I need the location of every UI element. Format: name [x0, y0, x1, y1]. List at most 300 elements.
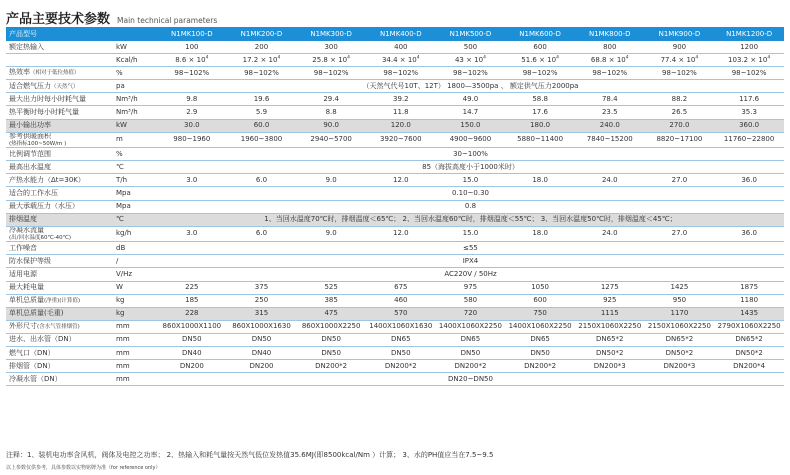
table-row	[6, 132, 784, 148]
row-unit: pa	[113, 80, 157, 93]
cell-value	[296, 41, 366, 54]
cell-value-text: 860X1000X1630	[232, 322, 291, 331]
cell-value	[505, 119, 575, 132]
cell-value	[296, 333, 366, 346]
cell-value-text: DN50	[530, 348, 550, 357]
cell-value-text: 1275	[600, 283, 619, 292]
cell-value-text: 6.0	[255, 229, 268, 238]
row-unit: ℃	[113, 213, 157, 226]
exponent: 4	[625, 55, 629, 61]
cell-value-text: 98~102%	[174, 68, 210, 77]
row-label	[6, 373, 113, 386]
cell-value	[227, 360, 297, 373]
row-label	[6, 161, 113, 174]
cell-value	[714, 226, 784, 242]
cell-value-text: 27.0	[671, 175, 688, 184]
row-label	[6, 174, 113, 187]
row-label-text: 冷凝水流量	[9, 226, 44, 234]
cell-value	[575, 294, 645, 307]
row-label-note: （天然气）	[51, 83, 79, 90]
cell-value	[436, 106, 506, 119]
cell-value-text: 98~102%	[453, 68, 488, 77]
cell-value-text: 34.4 × 10	[381, 55, 417, 64]
cell-value	[505, 294, 575, 307]
row-unit: kg	[113, 294, 157, 307]
table-row	[6, 281, 784, 294]
cell-value-text: 9.0	[325, 175, 337, 184]
cell-value-text: 11760~22800	[723, 135, 775, 144]
cell-value	[227, 307, 297, 320]
row-merged-value: 0.8	[157, 200, 784, 213]
cell-value-text: 12.0	[393, 175, 409, 184]
row-merged-value: 0.10~0.30	[157, 187, 784, 200]
cell-value-text: DN50	[321, 348, 341, 357]
cell-value-text: DN200*2	[315, 361, 348, 370]
cell-value-text: 24.0	[601, 175, 618, 184]
row-unit: mm	[113, 346, 157, 359]
cell-value-text: 26.5	[671, 108, 688, 117]
cell-value-text: 980~1960	[173, 135, 211, 144]
cell-value-text: 3920~7600	[380, 135, 422, 144]
cell-value-text: DN65*2	[596, 335, 624, 344]
cell-value-text: 51.6 × 10	[521, 55, 557, 64]
cell-value	[296, 93, 366, 106]
cell-value	[436, 294, 506, 307]
cell-value-text: 500	[463, 42, 478, 51]
cell-value	[714, 294, 784, 307]
cell-value	[227, 281, 297, 294]
cell-value	[645, 132, 715, 148]
cell-value	[505, 106, 575, 119]
cell-value-text: DN200*2	[454, 361, 487, 370]
cell-value	[296, 54, 366, 67]
table-row	[6, 54, 784, 67]
row-label-text: 适合的工作水压	[9, 188, 58, 197]
cell-value-text: 860X1000X1100	[162, 322, 222, 331]
table-row	[6, 67, 784, 80]
row-label-note: (出/回水温度60℃-40℃)	[9, 234, 71, 241]
cell-value-text: 2150X1060X2250	[647, 322, 711, 331]
cell-value	[505, 333, 575, 346]
cell-value	[296, 294, 366, 307]
cell-value-text: 5880~11400	[517, 135, 564, 144]
cell-value-text: 200	[254, 42, 269, 51]
cell-value	[575, 119, 645, 132]
row-label	[6, 346, 113, 359]
cell-value	[436, 54, 506, 67]
cell-value-text: 860X1000X2250	[301, 322, 361, 331]
cell-value	[505, 226, 575, 242]
cell-value	[157, 346, 227, 359]
cell-value-text: 1875	[740, 283, 759, 292]
row-label	[6, 360, 113, 373]
cell-value	[505, 307, 575, 320]
cell-value	[366, 333, 436, 346]
cell-value	[645, 106, 715, 119]
row-label-text: 最小输出功率	[9, 121, 51, 130]
cell-value	[157, 294, 227, 307]
cell-value-text: 600	[533, 42, 547, 51]
cell-value	[575, 333, 645, 346]
cell-value-text: 385	[324, 296, 338, 305]
cell-value-text: 88.2	[671, 94, 688, 103]
cell-value-text: 18.0	[532, 229, 548, 238]
cell-value-text: 228	[185, 309, 199, 318]
row-unit: %	[113, 67, 157, 80]
cell-value	[436, 360, 506, 373]
row-label-text: 单机总质量(毛重)	[9, 309, 64, 318]
cell-value-text: 98~102%	[662, 68, 697, 77]
cell-value	[645, 41, 715, 54]
cell-value	[436, 320, 506, 333]
row-label-text: 燃气口（DN）	[9, 348, 55, 357]
row-merged-value: IPX4	[157, 255, 784, 268]
cell-value-text: 360.0	[739, 121, 760, 130]
cell-value-text: 17.2 × 10	[242, 55, 278, 64]
cell-value-text: DN200*2	[524, 361, 557, 370]
row-label	[6, 226, 113, 242]
cell-value-text: 27.0	[671, 229, 688, 238]
cell-value-text: DN50*2	[596, 348, 624, 357]
cell-value	[714, 333, 784, 346]
cell-value	[645, 119, 715, 132]
row-label	[6, 242, 113, 255]
row-label-text: 最大出力时每小时耗气量	[9, 94, 86, 103]
cell-value	[366, 346, 436, 359]
exponent: 4	[416, 55, 420, 61]
cell-value	[714, 54, 784, 67]
row-label-note: (含水气管排烟管)	[37, 324, 80, 331]
cell-value-text: DN65	[530, 335, 550, 344]
cell-value	[575, 307, 645, 320]
row-unit: /	[113, 255, 157, 268]
cell-value	[157, 132, 227, 148]
row-unit: kg/h	[113, 226, 157, 242]
cell-value-text: 7840~15200	[586, 135, 633, 144]
cell-value	[157, 226, 227, 242]
cell-value-text: 925	[603, 296, 617, 305]
cell-value	[645, 54, 715, 67]
row-merged-value: AC220V / 50Hz	[157, 268, 784, 281]
cell-value-text: 78.4	[601, 94, 618, 103]
row-label	[6, 80, 113, 93]
cell-value-text: 1115	[600, 309, 619, 318]
row-label-text: 产热水能力（Δt=30K）	[9, 175, 85, 184]
page-title	[6, 8, 217, 26]
row-merged-value: ≤55	[157, 242, 784, 255]
bottom-note: 以上参数仅供参考，具体参数以实物铭牌为准（for reference only）	[6, 465, 161, 471]
cell-value-text: 240.0	[599, 121, 620, 130]
cell-value	[366, 360, 436, 373]
row-label-text: 排烟管（DN）	[9, 361, 55, 370]
table-row	[6, 200, 784, 213]
row-unit: m	[113, 132, 157, 148]
cell-value	[296, 320, 366, 333]
table-row	[6, 320, 784, 333]
cell-value	[575, 54, 645, 67]
cell-value-text: 15.0	[462, 229, 479, 238]
cell-value-text: 2940~5700	[310, 135, 352, 144]
cell-value-text: 225	[185, 283, 199, 292]
cell-value-text: DN200	[249, 361, 274, 370]
row-label	[6, 106, 113, 119]
cell-value-text: 90.0	[323, 121, 339, 130]
table-row	[6, 346, 784, 359]
cell-value	[227, 67, 297, 80]
cell-value	[296, 67, 366, 80]
cell-value	[436, 41, 506, 54]
cell-value-text: 8.8	[325, 108, 337, 117]
cell-value	[505, 41, 575, 54]
cell-value-text: 150.0	[460, 121, 481, 130]
exponent: 4	[556, 55, 559, 61]
exponent: 4	[767, 55, 771, 61]
model-header: N1MK200-D	[227, 27, 297, 41]
row-unit: mm	[113, 320, 157, 333]
cell-value	[296, 132, 366, 148]
cell-value	[436, 226, 506, 242]
cell-value	[505, 174, 575, 187]
cell-value	[645, 320, 715, 333]
title-cn: 产品主要技术参数	[6, 12, 111, 27]
model-header: N1MK300-D	[296, 27, 366, 41]
cell-value	[645, 294, 715, 307]
row-unit: mm	[113, 373, 157, 386]
cell-value	[227, 320, 297, 333]
table-row	[6, 268, 784, 281]
row-unit: Mpa	[113, 187, 157, 200]
cell-value	[645, 360, 715, 373]
table-row	[6, 333, 784, 346]
table-row	[6, 307, 784, 320]
row-unit: Nm³/h	[113, 106, 157, 119]
model-header: N1MK1200-D	[714, 27, 784, 41]
table-row	[6, 213, 784, 226]
cell-value	[714, 320, 784, 333]
cell-value-text: 300	[324, 42, 338, 51]
cell-value-text: 17.6	[532, 108, 548, 117]
row-label-text: 热效率	[9, 68, 30, 77]
cell-value	[575, 132, 645, 148]
cell-value-text: DN50	[391, 348, 411, 357]
exponent: 4	[277, 55, 281, 61]
cell-value-text: DN50	[321, 335, 341, 344]
cell-value	[366, 226, 436, 242]
cell-value	[366, 106, 436, 119]
table-row	[6, 373, 784, 386]
cell-value	[227, 106, 297, 119]
cell-value-text: 2790X1060X2250	[717, 322, 781, 331]
cell-value	[575, 67, 645, 80]
cell-value	[505, 281, 575, 294]
cell-value-text: 185	[185, 296, 199, 305]
cell-value	[366, 307, 436, 320]
row-label-text: 参考供暖面积	[9, 132, 51, 140]
cell-value-text: 1425	[670, 283, 689, 292]
cell-value-text: 570	[394, 309, 408, 318]
cell-value	[227, 54, 297, 67]
model-header: N1MK100-D	[157, 27, 227, 41]
cell-value-text: DN50	[460, 348, 481, 357]
cell-value	[157, 320, 227, 333]
row-unit: T/h	[113, 174, 157, 187]
row-label	[6, 187, 113, 200]
cell-value	[714, 281, 784, 294]
cell-value-text: DN200*2	[384, 361, 417, 370]
cell-value	[505, 346, 575, 359]
cell-value	[436, 333, 506, 346]
row-label	[6, 294, 113, 307]
row-label-text: 工作噪音	[9, 243, 37, 252]
cell-value	[436, 119, 506, 132]
cell-value-text: 15.0	[462, 175, 479, 184]
row-unit: ℃	[113, 161, 157, 174]
row-unit: kW	[113, 41, 157, 54]
cell-value-text: 3.0	[186, 229, 198, 238]
cell-value-text: 36.0	[741, 175, 757, 184]
spec-table	[6, 27, 784, 386]
row-label	[6, 307, 113, 320]
row-label-text: 冷凝水管（DN）	[9, 374, 62, 383]
row-unit: %	[113, 148, 157, 161]
row-unit: Kcal/h	[113, 54, 157, 67]
cell-value	[714, 106, 784, 119]
cell-value	[645, 333, 715, 346]
table-header-row	[6, 27, 784, 41]
table-row	[6, 80, 784, 93]
cell-value-text: 975	[463, 283, 478, 292]
row-merged-value: （天然气代号10T、12T） 1800—3500pa 、 额定供气压力2000pa	[157, 80, 784, 93]
cell-value	[366, 281, 436, 294]
row-label	[6, 200, 113, 213]
cell-value-text: DN50	[182, 335, 202, 344]
cell-value-text: 1960~3800	[240, 135, 283, 144]
cell-value-text: 117.6	[739, 94, 760, 103]
cell-value	[645, 281, 715, 294]
cell-value-text: 3.0	[186, 175, 198, 184]
cell-value	[157, 307, 227, 320]
cell-value-text: DN65*2	[665, 335, 694, 344]
cell-value-text: 11.8	[393, 108, 409, 117]
cell-value	[714, 41, 784, 54]
row-unit: kW	[113, 119, 157, 132]
cell-value-text: 103.2 × 10	[728, 55, 768, 64]
cell-value-text: 1180	[740, 296, 759, 305]
cell-value-text: 750	[533, 309, 547, 318]
cell-value-text: 98~102%	[522, 68, 558, 77]
cell-value	[366, 119, 436, 132]
cell-value	[714, 93, 784, 106]
cell-value-text: 12.0	[393, 229, 409, 238]
cell-value-text: DN40	[182, 348, 202, 357]
cell-value-text: 14.7	[462, 108, 479, 117]
cell-value-text: 1400X1060X1630	[369, 322, 433, 331]
table-row	[6, 226, 784, 242]
cell-value	[227, 41, 297, 54]
cell-value-text: DN65*2	[735, 335, 763, 344]
row-label	[6, 93, 113, 106]
cell-value	[505, 67, 575, 80]
cell-value-text: 9.8	[186, 94, 198, 103]
cell-value	[157, 41, 227, 54]
table-row	[6, 187, 784, 200]
cell-value	[227, 346, 297, 359]
cell-value	[157, 106, 227, 119]
cell-value-text: 43 × 10	[454, 55, 484, 64]
cell-value-text: 19.6	[253, 94, 270, 103]
row-label	[6, 119, 113, 132]
row-label-text: 最高出水温度	[9, 162, 51, 171]
cell-value	[714, 132, 784, 148]
row-label-text: 额定热输入	[9, 42, 44, 51]
cell-value-text: 1170	[670, 309, 689, 318]
row-unit: V/Hz	[113, 268, 157, 281]
cell-value-text: 1200	[740, 42, 759, 51]
cell-value	[296, 346, 366, 359]
cell-value	[645, 93, 715, 106]
row-label-note: (热指标100~50W/m )	[9, 140, 67, 147]
cell-value	[575, 93, 645, 106]
row-label	[6, 54, 113, 67]
exponent: 4	[483, 55, 486, 61]
cell-value-text: 460	[394, 296, 408, 305]
header-label: 产品型号	[6, 27, 157, 41]
cell-value-text: 8.6 × 10	[175, 55, 206, 64]
cell-value	[157, 93, 227, 106]
exponent: 4	[347, 55, 350, 61]
cell-value	[227, 132, 297, 148]
cell-value	[227, 226, 297, 242]
cell-value	[366, 54, 436, 67]
cell-value	[645, 307, 715, 320]
row-label	[6, 281, 113, 294]
cell-value	[645, 346, 715, 359]
cell-value	[714, 174, 784, 187]
row-label-text: 进水、出水管（DN）	[9, 335, 76, 344]
row-label-text: 最大承载压力（水压）	[9, 202, 79, 211]
cell-value-text: 23.5	[601, 108, 618, 117]
cell-value-text: 60.0	[253, 121, 270, 130]
cell-value-text: DN200*3	[663, 361, 696, 370]
table-row	[6, 148, 784, 161]
cell-value	[366, 132, 436, 148]
cell-value-text: 900	[672, 42, 687, 51]
cell-value-text: DN40	[251, 348, 272, 357]
cell-value-text: 98~102%	[731, 68, 767, 77]
cell-value-text: 58.8	[532, 94, 548, 103]
row-label	[6, 213, 113, 226]
title-en: Main technical parameters	[117, 16, 218, 25]
cell-value	[366, 294, 436, 307]
table-row	[6, 119, 784, 132]
cell-value	[575, 360, 645, 373]
cell-value	[436, 93, 506, 106]
cell-value	[436, 307, 506, 320]
row-label	[6, 255, 113, 268]
cell-value	[575, 41, 645, 54]
cell-value-text: 18.0	[532, 175, 548, 184]
cell-value-text: 375	[254, 283, 269, 292]
cell-value-text: 29.4	[323, 94, 339, 103]
cell-value-text: 98~102%	[383, 68, 419, 77]
table-row	[6, 41, 784, 54]
cell-value-text: 675	[394, 283, 408, 292]
cell-value-text: 68.8 × 10	[590, 55, 626, 64]
cell-value	[714, 360, 784, 373]
row-label	[6, 148, 113, 161]
cell-value-text: 98~102%	[313, 68, 349, 77]
cell-value	[227, 119, 297, 132]
